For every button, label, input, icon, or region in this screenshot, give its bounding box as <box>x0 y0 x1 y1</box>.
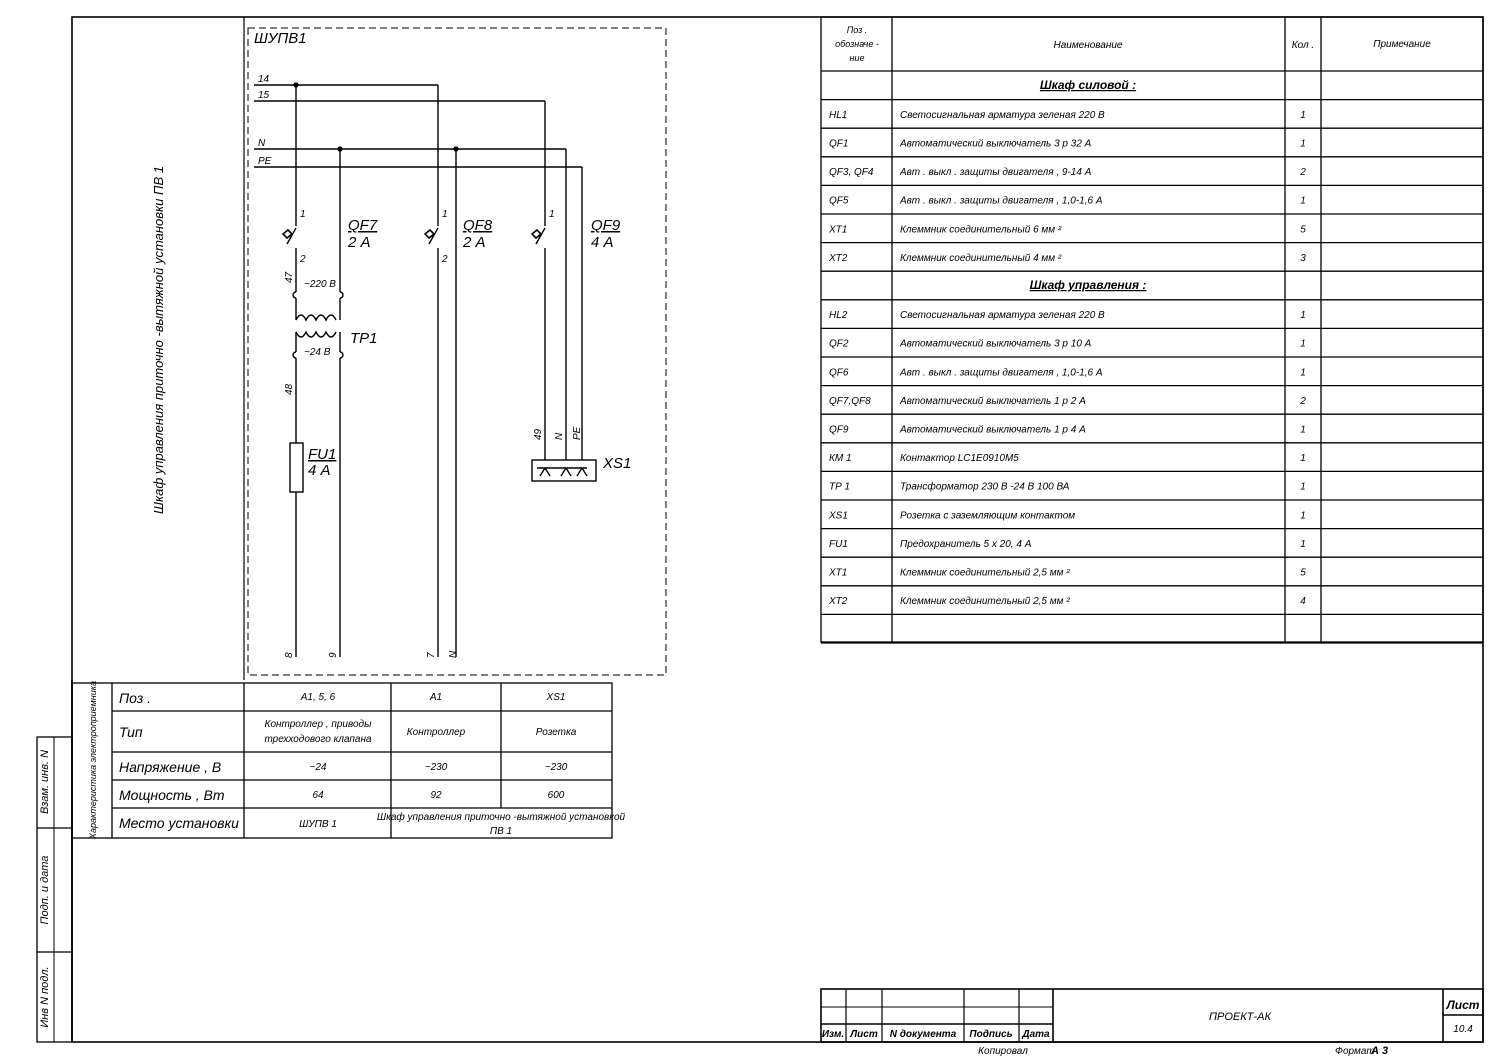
qf7-rating: 2 А <box>348 234 371 251</box>
spec-cell-pos: QF2 <box>829 338 849 350</box>
char-cell: ПВ 1 <box>489 826 513 837</box>
spec-cell-qty: 1 <box>1300 481 1306 493</box>
spec-cell-qty: 1 <box>1300 453 1306 465</box>
format-label: Формат <box>1335 1046 1375 1057</box>
char-label-voltage: Напряжение , В <box>119 759 222 775</box>
spec-cell-name: Клеммник соединительный 2,5 мм ² <box>900 596 1070 608</box>
spec-cell-name: Автоматический выключатель 1 р 4 А <box>900 424 1086 436</box>
char-cell: А1 <box>429 692 443 703</box>
spec-cell-pos: HL1 <box>829 109 848 121</box>
char-cell: Контроллер , приводы <box>264 719 372 730</box>
spec-cell-name: Автоматический выключатель 3 р 10 А <box>900 338 1092 350</box>
spec-cell-name: Авт . выкл . защиты двигателя , 9-14 А <box>900 167 1092 179</box>
char-cell: ШУПВ 1 <box>299 819 337 830</box>
qf8-pin-bottom: 2 <box>442 254 448 265</box>
char-cell: трехходового клапана <box>264 734 372 745</box>
spec-cell-name: Контактор LC1E0910M5 <box>900 453 1019 465</box>
qf9-label: QF9 <box>591 217 621 234</box>
spec-cell-qty: 3 <box>1300 252 1306 264</box>
spec-cell-pos: QF1 <box>829 138 849 150</box>
spec-cell-name: Клеммник соединительный 6 мм ² <box>900 224 1062 236</box>
bus-label-pe: PE <box>258 156 272 167</box>
spec-cell-qty: 1 <box>1300 510 1306 522</box>
copied-label: Копировал <box>978 1046 1028 1057</box>
title-col-date: Дата <box>1022 1029 1050 1040</box>
fuse-body <box>290 443 303 492</box>
spec-section-control: Шкаф управления : <box>1029 278 1147 292</box>
char-cell: Контроллер <box>406 727 466 738</box>
char-side-label: Характеристика электроприемника <box>88 681 98 839</box>
spec-section-power: Шкаф силовой : <box>1039 78 1137 92</box>
char-label-power: Мощность , Вт <box>119 787 225 803</box>
transformer-primary: ~220 В <box>304 279 336 290</box>
fuse-label: FU1 <box>308 446 337 463</box>
spec-cell-pos: XS1 <box>829 510 848 522</box>
margin-label-replace: Взам. инв. N <box>39 749 51 815</box>
char-label-type: Тип <box>119 724 143 740</box>
spec-cell-name: Авт . выкл . защиты двигателя , 1,0-1,6 А <box>900 367 1103 379</box>
char-cell: Розетка <box>535 727 577 738</box>
char-cell: 92 <box>430 790 442 801</box>
terminal-n: N <box>448 650 459 658</box>
spec-cell-pos: HL2 <box>829 310 848 322</box>
schematic <box>254 85 596 657</box>
wire-label-n: N <box>554 432 565 440</box>
spec-cell-qty: 2 <box>1300 167 1306 179</box>
char-cell: 600 <box>547 790 565 801</box>
sheet-label: Лист <box>1446 998 1480 1012</box>
spec-cell-qty: 5 <box>1300 567 1306 579</box>
spec-cell-name: Клеммник соединительный 4 мм ² <box>900 252 1062 264</box>
spec-cell-pos: XT2 <box>829 252 848 264</box>
bus-label-15: 15 <box>258 90 270 101</box>
char-cell: ~230 <box>544 762 568 773</box>
qf7-pin-top: 1 <box>300 209 306 220</box>
spec-header-pos: ние <box>849 53 865 63</box>
bus-label-n: N <box>258 138 266 149</box>
spec-header-pos: Поз . <box>846 25 868 35</box>
spec-cell-qty: 1 <box>1300 109 1306 121</box>
junction-dots <box>293 82 458 151</box>
spec-cell-name: Клеммник соединительный 2,5 мм ² <box>900 567 1070 579</box>
spec-cell-name: Авт . выкл . защиты двигателя , 1,0-1,6 А <box>900 195 1103 207</box>
wire-label-47: 47 <box>284 271 295 283</box>
spec-cell-qty: 1 <box>1300 138 1306 150</box>
spec-cell-pos: КМ 1 <box>829 453 852 465</box>
spec-cell-qty: 1 <box>1300 195 1306 207</box>
socket-label: XS1 <box>603 455 632 472</box>
char-cell: 64 <box>312 790 324 801</box>
margin-label-signature: Подп. и дата <box>39 855 51 925</box>
spec-cell-pos: QF5 <box>829 195 849 207</box>
qf7-pin-bottom: 2 <box>300 254 306 265</box>
margin-label-inventory: Инв N подл. <box>39 966 51 1028</box>
qf9-rating: 4 А <box>591 234 614 251</box>
qf7-label: QF7 <box>348 217 378 234</box>
spec-cell-name: Светосигнальная арматура зеленая 220 В <box>900 109 1105 121</box>
spec-cell-name: Автоматический выключатель 3 р 32 А <box>900 138 1092 150</box>
terminal-8: 8 <box>284 652 295 658</box>
spec-cell-qty: 5 <box>1300 224 1306 236</box>
drawing-frame <box>72 17 1483 1042</box>
char-label-place: Место установки <box>119 815 239 831</box>
cabinet-title: ШУПВ1 <box>254 30 307 47</box>
format-value: А 3 <box>1371 1045 1389 1057</box>
spec-cell-pos: QF6 <box>829 367 849 379</box>
spec-cell-pos: QF9 <box>829 424 849 436</box>
spec-header-name: Наименование <box>1053 40 1123 51</box>
spec-cell-pos: FU1 <box>829 538 848 550</box>
title-col-document: N документа <box>889 1029 957 1040</box>
char-label-pos: Поз . <box>119 690 152 706</box>
spec-cell-name: Розетка с заземляющим контактом <box>900 510 1076 522</box>
spec-cell-qty: 1 <box>1300 538 1306 550</box>
sheet-number: 10.4 <box>1453 1024 1473 1035</box>
spec-cell-qty: 4 <box>1300 596 1306 608</box>
bus-label-14: 14 <box>258 74 270 85</box>
spec-header-note: Примечание <box>1373 39 1431 50</box>
spec-cell-name: Автоматический выключатель 1 р 2 А <box>900 395 1086 407</box>
char-cell: XS1 <box>546 692 566 703</box>
wire-label-48: 48 <box>284 383 295 395</box>
qf8-label: QF8 <box>463 217 493 234</box>
title-col-signature: Подпись <box>969 1029 1013 1040</box>
spec-cell-pos: QF3, QF4 <box>829 167 874 179</box>
side-title: Шкаф управления приточно -вытяжной установки ПВ 1 <box>151 166 166 514</box>
terminal-9: 9 <box>328 652 339 658</box>
spec-cell-name: Трансформатор 230 В -24 В 100 ВА <box>900 481 1070 493</box>
qf8-pin-top: 1 <box>442 209 448 220</box>
wire-label-49: 49 <box>533 428 544 440</box>
spec-header-pos: обозначе - <box>835 39 879 49</box>
transformer-secondary: ~24 В <box>304 347 331 358</box>
char-cell: А1, 5, 6 <box>300 692 336 703</box>
char-cell: ~24 <box>309 762 327 773</box>
transformer-label: ТР1 <box>350 330 378 347</box>
spec-cell-name: Предохранитель 5 х 20, 4 А <box>900 538 1032 550</box>
spec-cell-name: Светосигнальная арматура зеленая 220 В <box>900 310 1105 322</box>
spec-cell-pos: QF7,QF8 <box>829 395 871 407</box>
title-col-change: Изм. <box>821 1029 845 1040</box>
spec-cell-qty: 1 <box>1300 424 1306 436</box>
fuse-rating: 4 А <box>308 462 331 479</box>
char-cell: ~230 <box>424 762 448 773</box>
spec-cell-qty: 1 <box>1300 367 1306 379</box>
qf9-pin-top: 1 <box>549 209 555 220</box>
char-cell: Шкаф управления приточно -вытяжной установкой <box>376 812 626 823</box>
terminal-7: 7 <box>426 652 437 658</box>
spec-cell-qty: 2 <box>1300 395 1306 407</box>
title-col-sheet: Лист <box>850 1029 878 1040</box>
spec-header-qty: Кол . <box>1291 40 1315 51</box>
project-name: ПРОЕКТ-АК <box>1209 1011 1271 1023</box>
spec-cell-qty: 1 <box>1300 310 1306 322</box>
spec-cell-qty: 1 <box>1300 338 1306 350</box>
spec-cell-pos: XT1 <box>829 567 848 579</box>
spec-cell-pos: XT2 <box>829 596 848 608</box>
spec-cell-pos: XT1 <box>829 224 848 236</box>
wire-label-pe: PE <box>572 426 583 440</box>
qf8-rating: 2 А <box>463 234 486 251</box>
spec-cell-pos: ТР 1 <box>829 481 851 493</box>
